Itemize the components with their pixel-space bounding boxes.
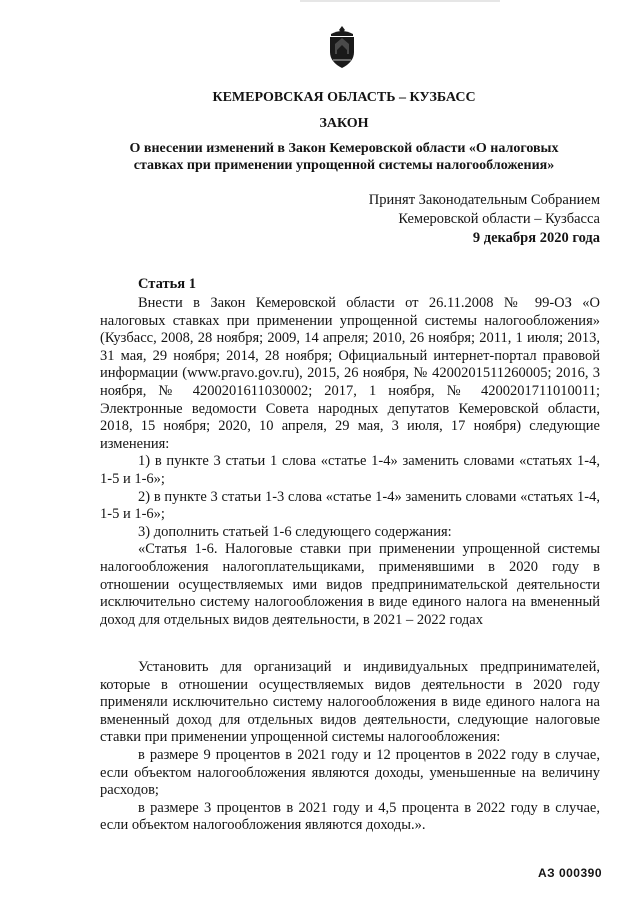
amendment-item-1: 1) в пункте 3 статьи 1 слова «статье 1-4» заменить словами «статьях 1-4, 1-5 и 1-6»; — [100, 453, 600, 487]
coat-of-arms-icon — [323, 24, 361, 70]
article-body — [100, 295, 600, 629]
article-body-continued — [100, 659, 600, 835]
form-number: АЗ 000390 — [537, 866, 602, 880]
region-heading: КЕМЕРОВСКАЯ ОБЛАСТЬ – КУЗБАСС — [212, 90, 476, 105]
law-title-line-1: О внесении изменений в Закон Кемеровской области «О налоговых — [129, 141, 559, 156]
rate-item-2: в размере 3 процентов в 2021 году и 4,5 процента в 2022 году в случае, если объектом налогообложения являются доходы.». — [100, 799, 600, 834]
amendment-item-3: 3) дополнить статьей 1-6 следующего содержания: — [138, 523, 452, 540]
establish-paragraph: Установить для организаций и индивидуальных предпринимателей, которые в отношении осуществляемых видов деятельности в 2020 году применяли исключительно систему налогообложения в виде единого налога на вмененный доход для отдельных видов деятельности, следующие налоговые ставки при применении упрощенной системы налогообложения: — [100, 659, 600, 746]
article-heading: Статья 1 — [138, 276, 196, 292]
adoption-line-2: Кемеровской области – Кузбасса — [398, 211, 600, 227]
amendment-item-2: 2) в пункте 3 статьи 1-3 слова «статье 1-4» заменить словами «статьях 1-4, 1-5 и 1-6»; — [100, 488, 600, 523]
adoption-line-1: Принят Законодательным Собранием — [368, 192, 600, 208]
scan-artifact-line — [300, 0, 500, 2]
law-title — [0, 140, 640, 174]
quoted-article-heading: «Статья 1-6. Налоговые ставки при применении упрощенной системы налогообложения налогоплательщиками, применявшими в 2020 году в отношении осуществляемых ими видов предпринимательской деятельности исключительно систему налогообложения в виде единого налога на вмененный доход для отдельных видов деятельности, в 2021 – 2022 годах — [100, 541, 600, 628]
document-type: ЗАКОН — [319, 116, 369, 131]
rate-item-1: в размере 9 процентов в 2021 году и 12 процентов в 2022 году в случае, если объектом налогообложения являются доходы, уменьшенные на величину расходов; — [100, 746, 600, 799]
adoption-info — [369, 191, 600, 248]
law-title-line-2: ставках при применении упрощенной системы налогообложения» — [133, 158, 555, 173]
intro-paragraph: Внести в Закон Кемеровской области от 26.11.2008 № 99-ОЗ «О налоговых ставках при применении упрощенной системы налогообложения» (Кузбасс, 2008, 28 ноября; 2009, 14 апреля; 2010, 26 ноября; 2011, 1 июля; 2013, 31 мая, 29 ноября; 2014, 28 ноября; Официальный интернет-портал правовой информации (www.pravo.gov.ru), 2015, 26 ноября, № 4200201511260005; 2016, 3 ноября, № 4200201611030002; 2017, 1 ноября, № 4200201711010011; Электронные ведомости Совета народных депутатов Кемеровской области, 2018, 15 ноября; 2020, 10 апреля, 29 мая, 3 июля, 17 ноября) следующие изменения: — [100, 295, 600, 452]
adoption-date: 9 декабря 2020 года — [472, 230, 600, 246]
